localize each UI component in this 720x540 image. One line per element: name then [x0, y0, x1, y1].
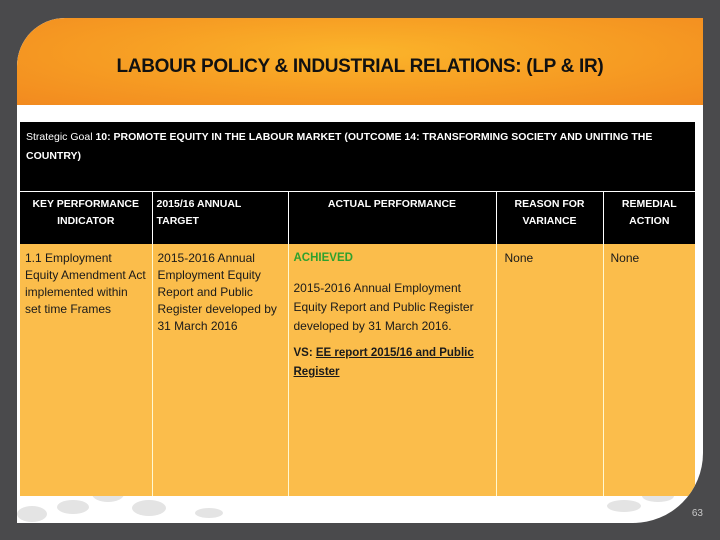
reason-cell: None	[496, 244, 603, 496]
header-actual-performance: ACTUAL PERFORMANCE	[288, 192, 496, 245]
verification-source	[294, 344, 491, 382]
page-number: 63	[691, 508, 703, 519]
strategic-goal-prefix: Strategic Goal	[26, 131, 96, 143]
strategic-goal-row	[20, 122, 695, 192]
actual-performance-cell	[288, 244, 496, 496]
page-title: LABOUR POLICY & INDUSTRIAL RELATIONS: (LP & IR)	[116, 56, 604, 77]
table-header-row	[20, 192, 695, 245]
performance-text: 2015-2016 Annual Employment Equity Report and Public Register developed by 31 March 2016.	[293, 281, 474, 333]
slide	[17, 18, 703, 523]
header-kpi: KEY PERFORMANCE INDICATOR	[20, 192, 152, 245]
kpi-cell: 1.1 Employment Equity Amendment Act implemented within set time Frames	[20, 244, 152, 496]
header-remedial-action: REMEDIAL ACTION	[603, 192, 695, 245]
header-annual-target: 2015/16 ANNUAL TARGET	[152, 192, 288, 245]
vs-link[interactable]: EE report 2015/16 and Public Register	[293, 347, 474, 378]
header-reason-for-variance: REASON FOR VARIANCE	[496, 192, 603, 245]
performance-table	[20, 122, 695, 496]
status-badge: ACHIEVED	[293, 252, 353, 264]
table-row	[20, 244, 695, 496]
strategic-goal-text: 10: PROMOTE EQUITY IN THE LABOUR MARKET (OUTCOME 14: TRANSFORMING SOCIETY AND UNITING THE COUNTRY)	[26, 131, 653, 162]
remedial-cell: None	[603, 244, 695, 496]
title-banner	[17, 18, 703, 105]
target-cell: 2015-2016 Annual Employment Equity Report and Public Register developed by 31 March 2016	[152, 244, 288, 496]
vs-label: VS:	[293, 347, 316, 359]
